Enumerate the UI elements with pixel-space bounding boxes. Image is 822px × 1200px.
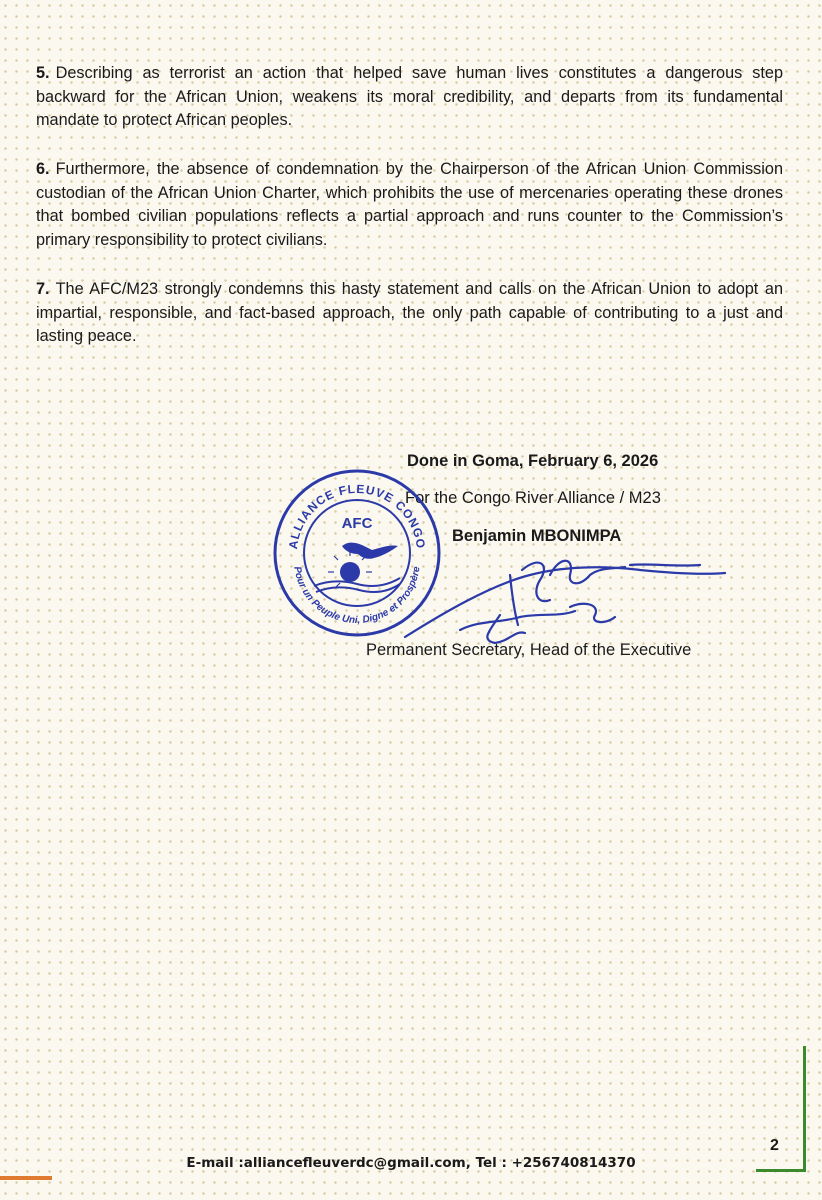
paragraph-text: The AFC/M23 strongly condemns this hasty statement and calls on the African Union to adopt an impartial, responsible, and fact-based approach, the only path capable of contributing to a just and lasting peace. [36, 280, 783, 345]
stamp-acronym: AFC [341, 515, 373, 532]
footer-contact: E-mail :alliancefleuverdc@gmail.com, Tel : +256740814370 [186, 1155, 636, 1171]
stamp-top-text: ALLIANCE FLEUVE CONGO [286, 481, 429, 550]
eagle-icon [342, 543, 398, 559]
done-in-line: Done in Goma, February 6, 2026 [407, 452, 659, 470]
paragraph-number: 6. [36, 160, 50, 178]
paragraph-number: 7. [36, 280, 50, 298]
decorative-corner-border [756, 1046, 806, 1172]
paragraph-number: 5. [36, 64, 50, 82]
paragraph-text: Furthermore, the absence of condemnation by the Chairperson of the African Union Commission custodian of the African Union Charter, which prohibits the use of mercenaries operating these drones that bombed civilian populations reflects a partial approach and runs counter to the Commission’s primary responsibility to protect civilians. [36, 160, 783, 249]
decorative-orange-bar [0, 1176, 52, 1180]
paragraph-6 [36, 158, 783, 252]
page-number: 2 [770, 1137, 779, 1154]
paragraph-7 [36, 278, 783, 349]
paragraph-text: Describing as terrorist an action that helped save human lives constitutes a dangerous step backward for the African Union, weakens its moral credibility, and departs from its fundamental mandate to protect African peoples. [36, 64, 783, 129]
organization-line: For the Congo River Alliance / M23 [405, 489, 661, 507]
signer-title: Permanent Secretary, Head of the Executive [366, 641, 692, 659]
stamp-bottom-text: Pour un Peuple Uni, Digne et Prospère [291, 565, 423, 627]
signer-name: Benjamin MBONIMPA [452, 527, 622, 545]
handwritten-signature [400, 545, 730, 645]
river-waves-icon [314, 578, 400, 592]
paragraph-5 [36, 62, 783, 133]
